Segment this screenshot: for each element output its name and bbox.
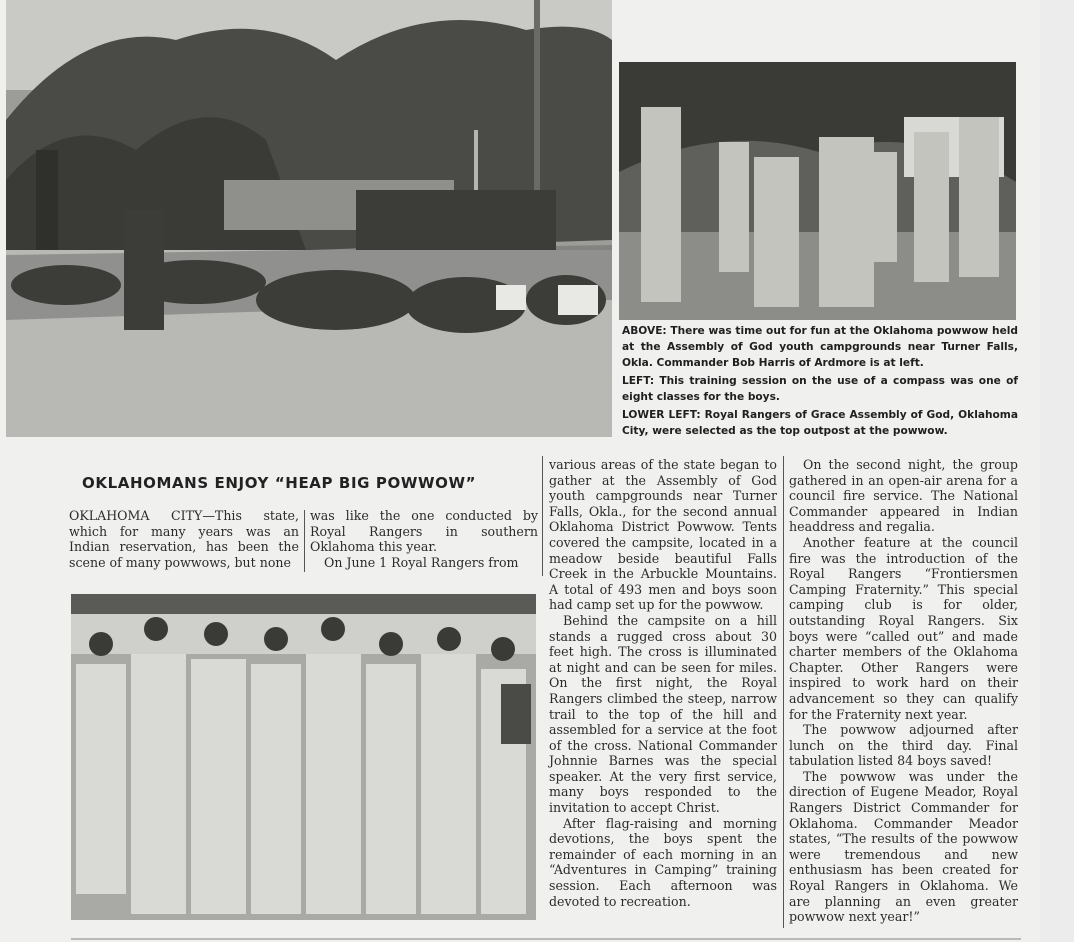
page-margin (1040, 0, 1074, 942)
article-column-3 (549, 457, 777, 909)
paragraph: Behind the campsite on a hill stands a rugged cross about 30 feet high. The cross is illuminated at night and can be seen for miles. On the first night, the Royal Rangers climbed the steep, narrow trail to the top of the hill and assembled for a service at the foot of the cross. National Commander Johnnie Barnes was the special speaker. At the very first service, many boys responded to the invitation to accept Christ. (549, 612, 777, 816)
article-column-1 (69, 508, 299, 570)
column-rule (542, 456, 543, 576)
paragraph: was like the one conducted by Royal Rangers in southern Oklahoma this year. (310, 508, 538, 555)
caption-left: LEFT: This training session on the use of a compass was one of eight classes for the boys. (622, 375, 1018, 403)
caption-lower-left: LOWER LEFT: Royal Rangers of Grace Assembly of God, Oklahoma City, were selected as the top outpost at the powwow. (622, 409, 1018, 437)
caption-above: ABOVE: There was time out for fun at the Oklahoma powwow held at the Assembly of God youth campgrounds near Turner Falls, Okla. Commander Bob Harris of Ardmore is at left. (622, 325, 1018, 369)
paragraph: The powwow adjourned after lunch on the third day. Final tabulation listed 84 boys saved! (789, 722, 1018, 769)
photo-top-outpost-group (71, 594, 536, 920)
article-headline: OKLAHOMANS ENJOY “HEAP BIG POWWOW” (82, 474, 477, 492)
article-column-4 (789, 457, 1018, 925)
paragraph: Another feature at the council fire was the introduction of the Royal Rangers “Frontiersmen Camping Fraternity.” This special camping club is for older, outstanding Royal Rangers. Six boys were “called out” and made charter members of the Oklahoma Chapter. Other Rangers were inspired to work hard on their advancement so they can qualify for the Fraternity next year. (789, 534, 1018, 722)
photo-time-out-for-fun (619, 62, 1016, 320)
paragraph: On June 1 Royal Rangers from (324, 554, 519, 570)
article-column-2 (310, 508, 538, 570)
photo-compass-training-session (6, 0, 612, 437)
paragraph: OKLAHOMA CITY—This state, which for many years was an Indian reservation, has been the scene of many powwows, but none (69, 508, 299, 570)
column-rule (783, 456, 784, 928)
column-rule (304, 510, 305, 572)
paragraph: After flag-raising and morning devotions, the boys spent the remainder of each morning in an “Adventures in Camping” training session. Each afternoon was devoted to recreation. (549, 815, 777, 909)
paragraph: On the second night, the group gathered in an open-air arena for a council fire service. The National Commander appeared in Indian headdress and regalia. (789, 457, 1018, 535)
paragraph: The powwow was under the direction of Eugene Meador, Royal Rangers District Commander for Oklahoma. Commander Meador states, “The results of the powwow were tremendous and new enthusiasm has been created for Royal Rangers in Oklahoma. We are planning an even greater powwow next year!” (789, 768, 1018, 925)
bottom-rule (71, 938, 1021, 940)
paragraph: various areas of the state began to gather at the Assembly of God youth campgrounds near Turner Falls, Okla., for the second annual Oklahoma District Powwow. Tents covered the campsite, located in a meadow beside beautiful Falls Creek in the Arbuckle Mountains. A total of 493 men and boys soon had camp set up for the powwow. (549, 457, 777, 613)
